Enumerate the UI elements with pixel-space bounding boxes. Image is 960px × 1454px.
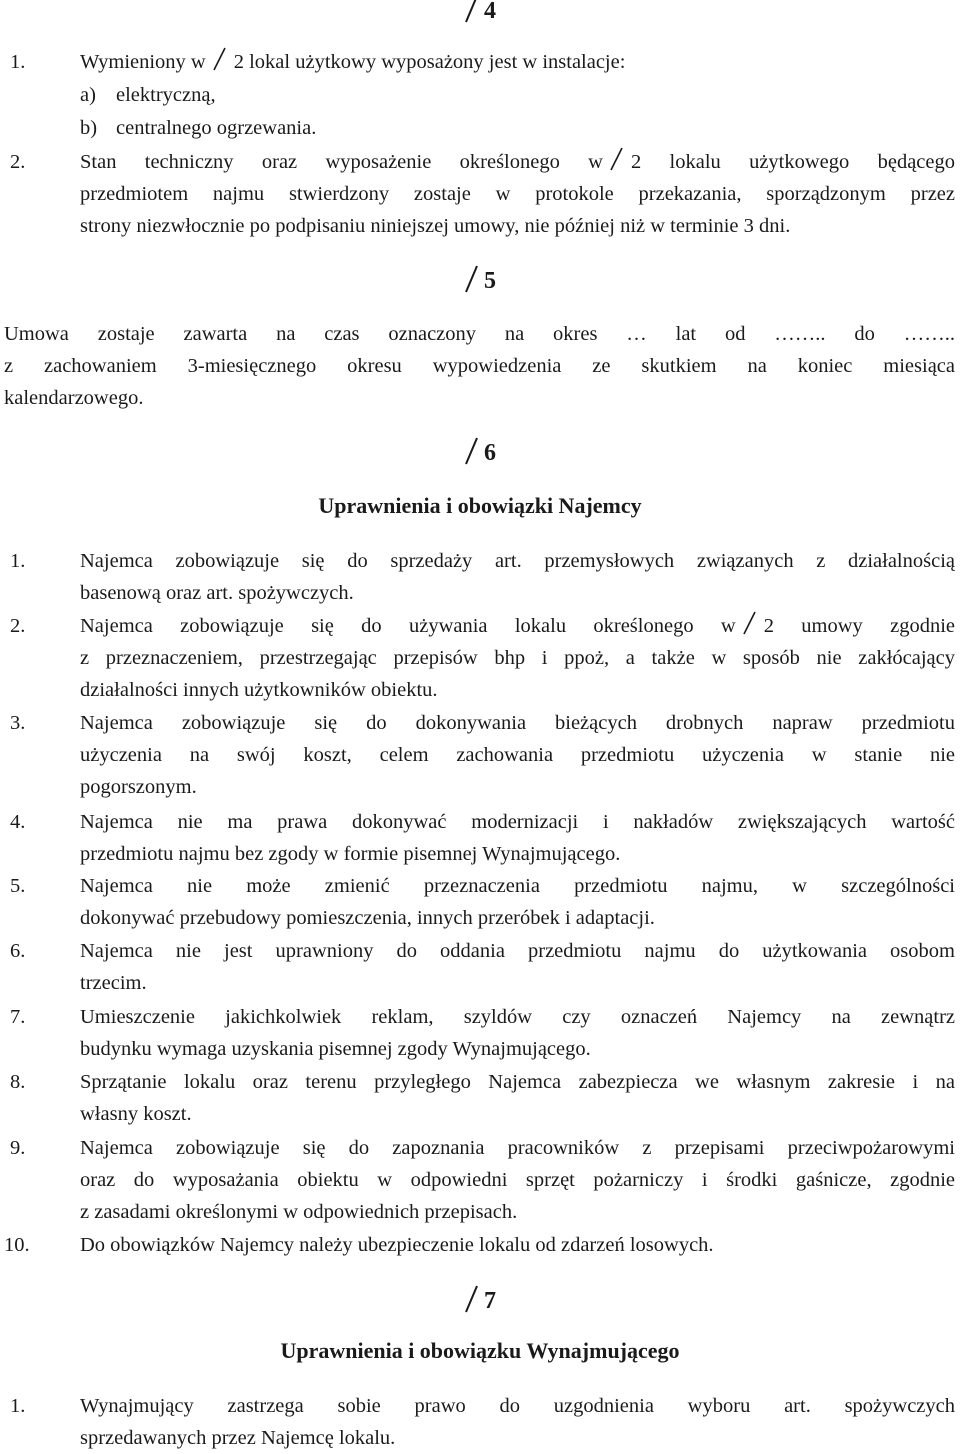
- item-text-line: Wynajmujący zastrzega sobie prawo do uzgodnienia wyboru art. spożywczych: [80, 1395, 955, 1417]
- item-text: Wymieniony w 2 lokal użytkowy wyposażony jest w instalacje:: [80, 46, 625, 78]
- section-6-heading: [464, 436, 496, 469]
- item-text-line: z przeznaczeniem, przestrzegając przepisów bhp i ppoż, a także w sposób nie zakłócający: [80, 647, 955, 669]
- section-sign-icon: [464, 436, 480, 466]
- section-5-heading: [464, 264, 496, 297]
- item-text-line: Najemca nie ma prawa dokonywać modernizacji i nakładów zwiększających wartość: [80, 811, 955, 833]
- item-text-line: własny koszt.: [80, 1103, 192, 1125]
- item-text-line: basenową oraz art. spożywczych.: [80, 582, 354, 604]
- item-text-line: Sprzątanie lokalu oraz terenu przyległego Najemca zabezpiecza we własnym zakresie i na: [80, 1071, 955, 1093]
- section-number: 5: [484, 268, 496, 294]
- section-number: 7: [484, 1288, 496, 1314]
- item-text-line: pogorszonym.: [80, 776, 197, 798]
- item-number: 2.: [10, 151, 26, 173]
- item-text-line: Do obowiązków Najemcy należy ubezpieczenie lokalu od zdarzeń losowych.: [80, 1234, 714, 1256]
- item-text-line: trzecim.: [80, 972, 147, 994]
- section-sign-icon: [609, 146, 625, 172]
- section-sign-icon: [464, 0, 480, 24]
- item-number: 5.: [10, 875, 26, 897]
- item-text-line: Umieszczenie jakichkolwiek reklam, szyldów czy oznaczeń Najemcy na zewnątrz: [80, 1006, 955, 1028]
- item-text-line: budynku wymaga uzyskania pisemnej zgody Wynajmującego.: [80, 1038, 591, 1060]
- item-number: 1.: [10, 51, 26, 73]
- item-number: 9.: [10, 1137, 26, 1159]
- section-7-heading: [464, 1284, 496, 1317]
- item-number: 4.: [10, 811, 26, 833]
- section-title: Uprawnienia i obowiązki Najemcy: [318, 493, 642, 518]
- section-sign-icon: [212, 46, 228, 72]
- section-title: Uprawnienia i obowiązku Wynajmującego: [280, 1338, 680, 1363]
- paragraph-line: z zachowaniem 3-miesięcznego okresu wypowiedzenia ze skutkiem na koniec miesiąca: [4, 355, 955, 377]
- item-text-line: przedmiotem najmu stwierdzony zostaje w protokole przekazania, sporządzonym przez: [80, 183, 955, 205]
- subitem-marker: a): [80, 84, 96, 106]
- section-sign-icon: [464, 264, 480, 294]
- item-text-line: przedmiotu najmu bez zgody w formie pisemnej Wynajmującego.: [80, 843, 621, 865]
- item-number: 10.: [4, 1234, 30, 1256]
- item-number: 7.: [10, 1006, 26, 1028]
- item-number: 2.: [10, 615, 26, 637]
- section-sign-icon: [464, 1284, 480, 1314]
- section-sign-icon: [742, 610, 758, 636]
- subitem-text: elektryczną,: [116, 84, 216, 106]
- item-text-line: Najemca zobowiązuje się do sprzedaży art. przemysłowych związanych z działalnością: [80, 550, 955, 572]
- section-number: 6: [484, 440, 496, 466]
- item-text-line: działalności innych użytkowników obiektu.: [80, 679, 438, 701]
- item-text-line: Najemca nie jest uprawniony do oddania przedmiotu najmu do użytkowania osobom: [80, 940, 955, 962]
- item-text-line: dokonywać przebudowy pomieszczenia, innych przeróbek i adaptacji.: [80, 907, 655, 929]
- item-number: 8.: [10, 1071, 26, 1093]
- item-number: 6.: [10, 940, 26, 962]
- subitem-text: centralnego ogrzewania.: [116, 117, 317, 139]
- item-text-line: oraz do wyposażania obiektu w odpowiedni sprzęt pożarniczy i środki gaśnicze, zgodnie: [80, 1169, 955, 1191]
- subitem-marker: b): [80, 117, 98, 139]
- paragraph-line: Umowa zostaje zawarta na czas oznaczony na okres … lat od …….. do ……..: [4, 323, 955, 345]
- item-text-line: sprzedawanych przez Najemcę lokalu.: [80, 1427, 396, 1449]
- item-number: 1.: [10, 550, 26, 572]
- item-text-line: z zasadami określonymi w odpowiednich przepisach.: [80, 1201, 518, 1223]
- item-text-line: Stan techniczny oraz wyposażenie określonego w 2 lokalu użytkowego będącego: [80, 146, 955, 178]
- item-text-line: użyczenia na swój koszt, celem zachowania przedmiotu użyczenia w stanie nie: [80, 744, 955, 766]
- paragraph-line: kalendarzowego.: [4, 387, 144, 409]
- item-number: 3.: [10, 712, 26, 734]
- item-text-line: Najemca nie może zmienić przeznaczenia przedmiotu najmu, w szczególności: [80, 875, 955, 897]
- item-text-line: Najemca zobowiązuje się do zapoznania pracowników z przepisami przeciwpożarowymi: [80, 1137, 955, 1159]
- item-text-line: Najemca zobowiązuje się do dokonywania bieżących drobnych napraw przedmiotu: [80, 712, 955, 734]
- item-number: 1.: [10, 1395, 26, 1417]
- section-4-heading: [464, 0, 496, 27]
- item-text-line: Najemca zobowiązuje się do używania lokalu określonego w 2 umowy zgodnie: [80, 610, 955, 642]
- section-number: 4: [484, 0, 496, 24]
- item-text-line: strony niezwłocznie po podpisaniu niniejszej umowy, nie później niż w terminie 3 dni.: [80, 215, 791, 237]
